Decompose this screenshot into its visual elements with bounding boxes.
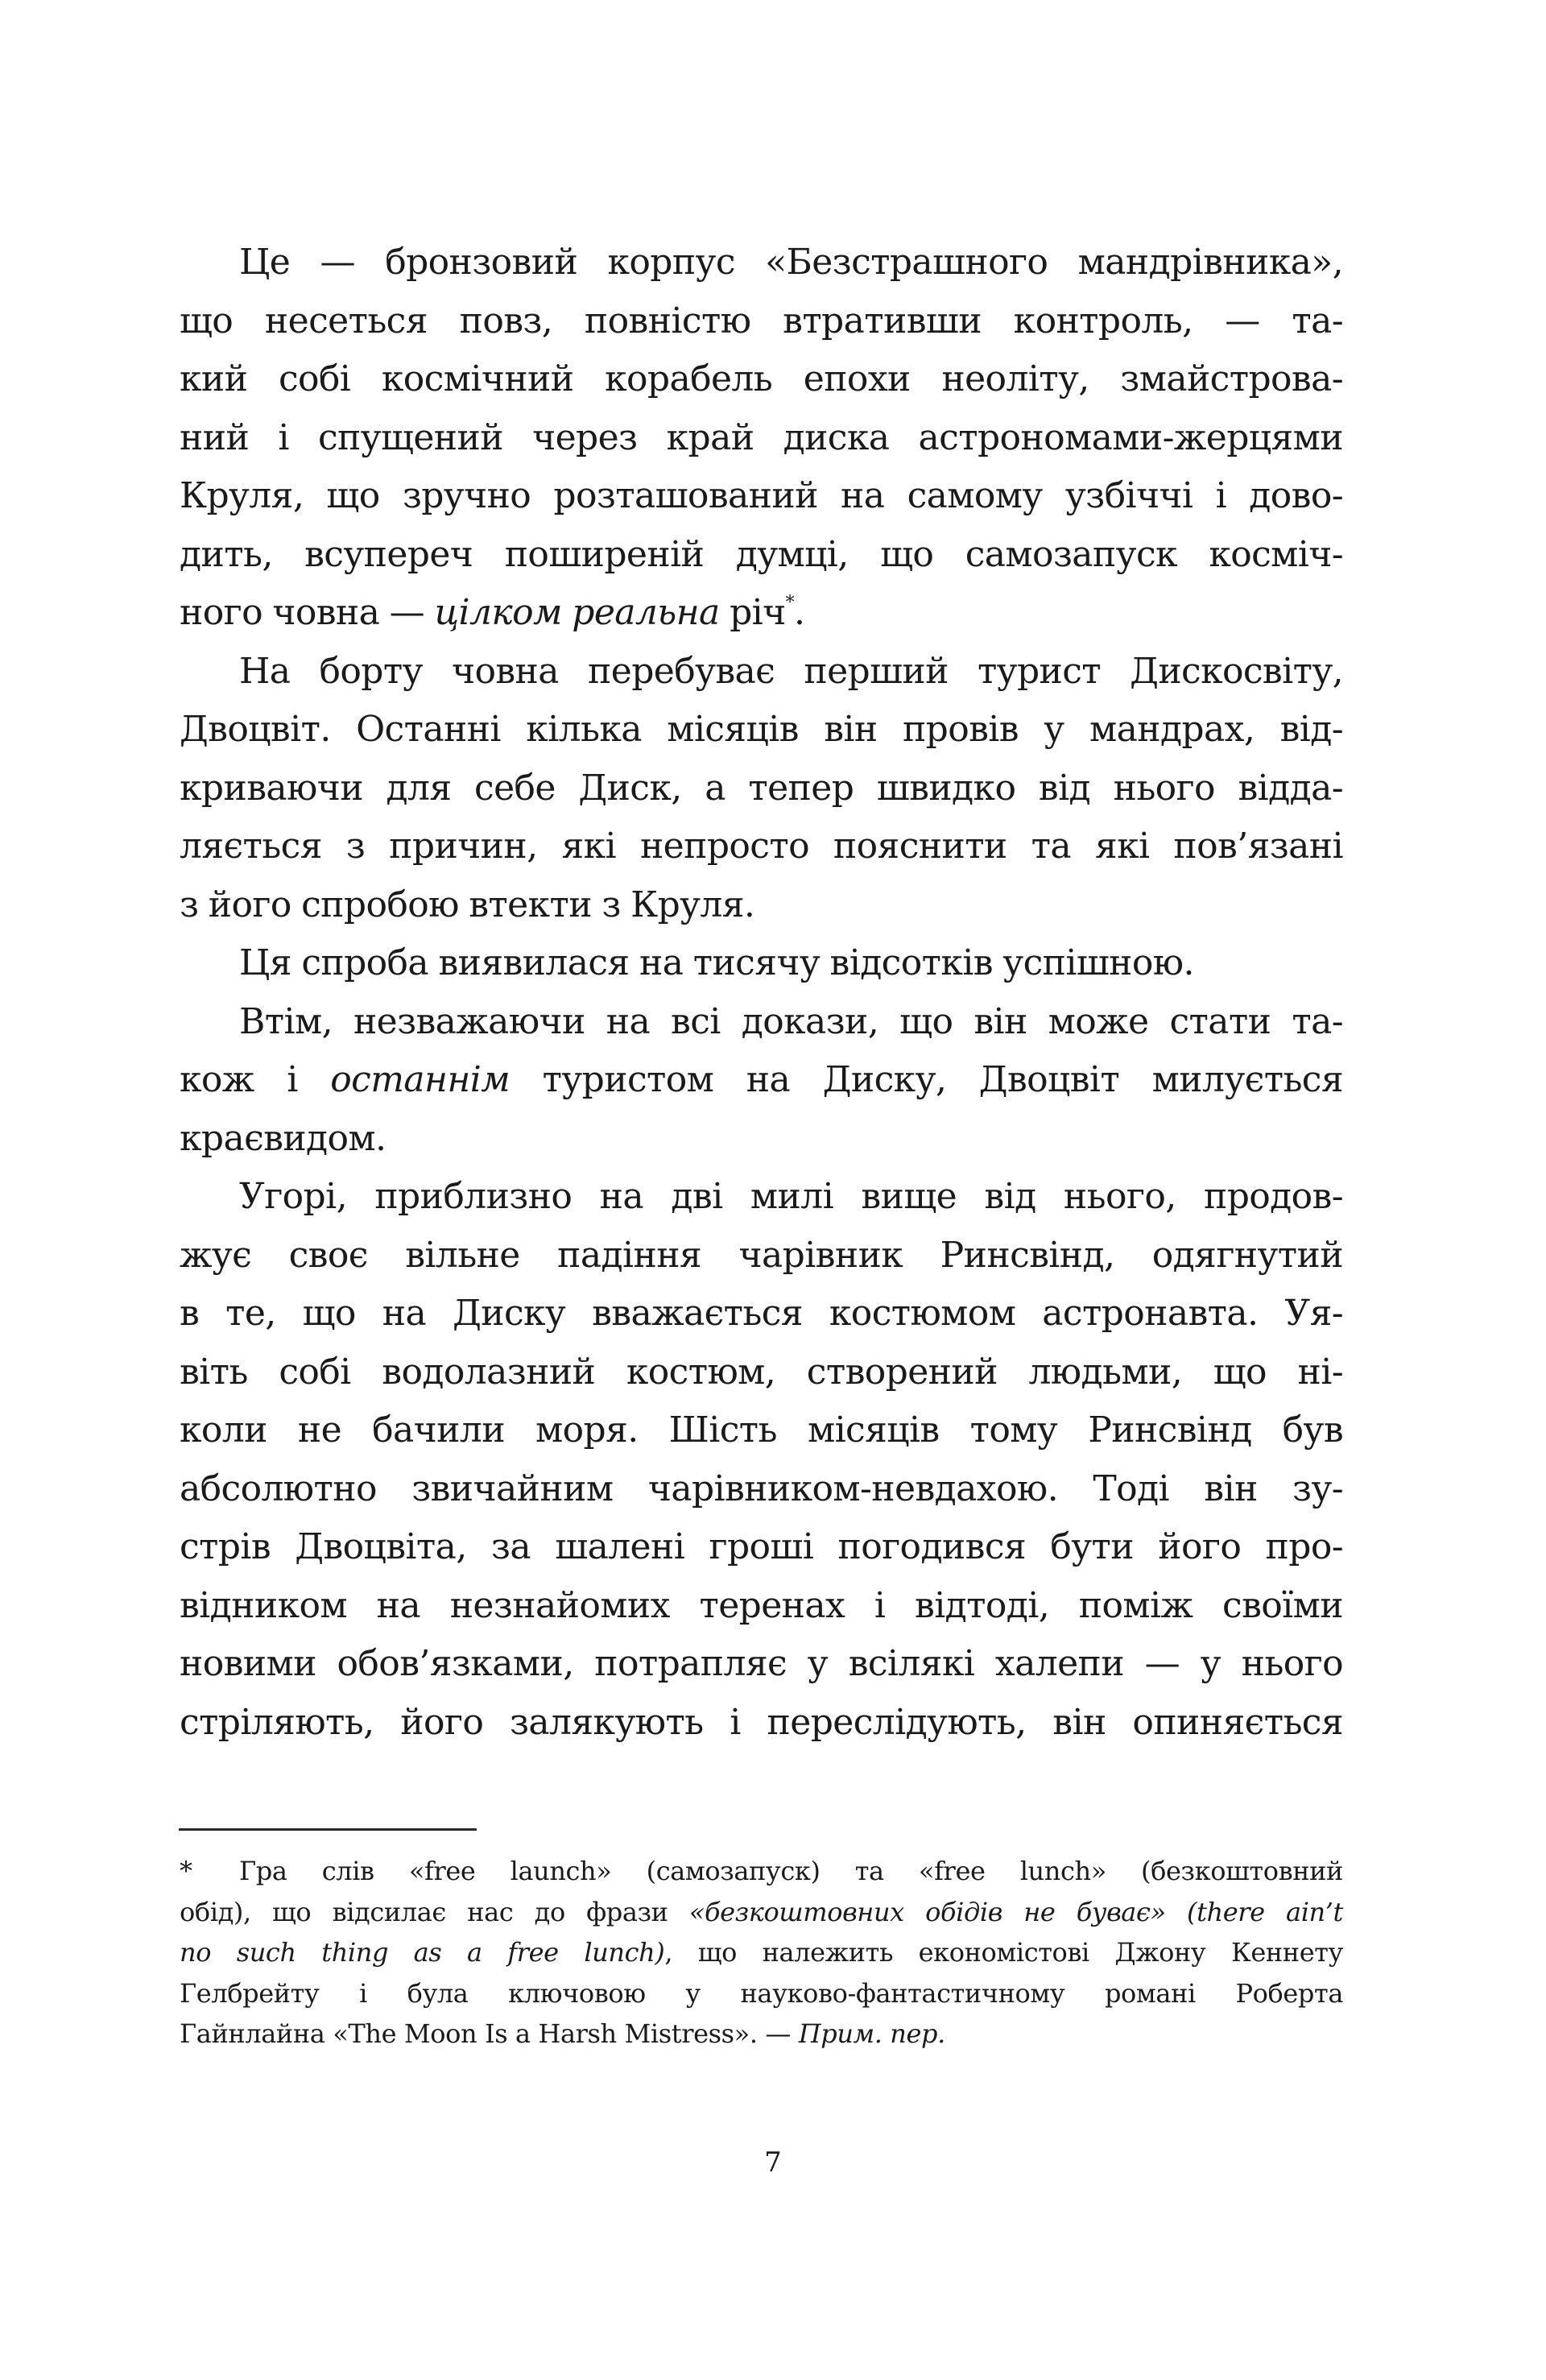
text-run: кож і: [180, 1059, 331, 1100]
text-run: віть собі водолазний костюм, створений людьми, що ні-: [180, 1351, 1343, 1393]
footnote-text: [239, 1851, 1343, 1892]
text-line: [180, 467, 1343, 526]
text-line: [180, 934, 1343, 993]
text-line: [180, 760, 1343, 818]
text-line: [180, 1518, 1343, 1577]
text-line: [180, 350, 1343, 409]
footnote-line: [180, 1932, 1343, 1973]
text-line: [180, 1168, 1343, 1227]
text-run: туристом на Диску, Двоцвіт милується: [510, 1059, 1343, 1100]
italic-text: «безкоштовних обідів не буває» (there ain’t: [688, 1896, 1343, 1927]
text-run: Втім, незважаючи на всі докази, що він може стати та-: [239, 1000, 1343, 1042]
text-run: Круля, що зручно розташований на самому узбіччі і дово-: [180, 475, 1343, 516]
text-run: Угорі, приблизно на дві милі вище від нього, продов-: [239, 1176, 1343, 1217]
text-run: Гайнлайна «The Moon Is a Harsh Mistress». —: [180, 2018, 799, 2049]
footnote-line: [180, 2014, 1343, 2055]
italic-text: Прим. пер.: [798, 2018, 945, 2049]
italic-text: цілком реальна: [434, 592, 720, 633]
text-run: річ: [719, 592, 786, 633]
text-run: абсолютно звичайним чарівником-невдахою. Тоді він зу-: [180, 1467, 1343, 1509]
text-run: криваючи для себе Диск, а тепер швидко від нього відда-: [180, 767, 1343, 809]
footnote-separator: [179, 1828, 477, 1831]
text-line: [180, 1285, 1343, 1343]
page-number: 7: [764, 2146, 782, 2179]
text-run: обід), що відсилає нас до фрази: [180, 1896, 689, 1927]
text-line: [180, 1051, 1343, 1110]
text-line: [180, 409, 1343, 468]
footnote-marker: *: [180, 1856, 192, 1886]
text-line: [180, 1694, 1343, 1753]
text-line: [180, 1577, 1343, 1636]
text-line: [180, 526, 1343, 585]
text-run: дить, всупереч поширеній думці, що самозапуск косміч-: [180, 533, 1343, 575]
text-line: [180, 584, 1343, 643]
footnote-line: [180, 1973, 1343, 2014]
text-run: Гелбрейту і була ключовою у науково-фантастичному романі Роберта: [180, 1977, 1343, 2009]
text-run: краєвидом.: [180, 1117, 386, 1159]
text-run: новими обов’язками, потрапляє у всілякі халепи — у нього: [180, 1643, 1343, 1684]
text-run: в те, що на Диску вважається костюмом астронавта. Уя-: [180, 1293, 1343, 1334]
text-run: .: [794, 592, 805, 633]
italic-text: no such thing as a free lunch): [180, 1937, 665, 1968]
text-run: стрів Двоцвіта, за шалені гроші погодився бути його про-: [180, 1526, 1343, 1567]
text-line: [180, 876, 1343, 935]
text-run: ного човна —: [180, 592, 435, 633]
text-run: з його спробою втекти з Круля.: [180, 884, 755, 925]
text-run: стріляють, його залякують і переслідують, він опиняється: [180, 1701, 1343, 1743]
text-run: коли не бачили моря. Шість місяців тому Ринсвінд був: [180, 1409, 1343, 1451]
text-line: [180, 817, 1343, 876]
text-line: [180, 643, 1343, 702]
text-line: [180, 234, 1343, 292]
text-run: ний і спущений через край диска астрономами-жерцями: [180, 416, 1343, 458]
text-line: [180, 1227, 1343, 1285]
text-run: жує своє вільне падіння чарівник Ринсвінд, одягнутий: [180, 1234, 1343, 1276]
text-run: Двоцвіт. Останні кілька місяців він провів у мандрах, від-: [180, 709, 1343, 750]
footnote-line: [180, 1851, 1343, 1892]
text-run: відником на незнайомих теренах і відтоді, поміж своїми: [180, 1584, 1343, 1626]
italic-text: останнім: [330, 1059, 511, 1100]
text-line: [180, 1635, 1343, 1694]
text-run: ляється з причин, які непросто пояснити та які пов’язані: [180, 826, 1343, 867]
text-run: Гра слів «free launch» (самозапуск) та «free lunch» (безкоштовний: [239, 1856, 1343, 1886]
text-run: Ця спроба виявилася на тисячу відсотків успішною.: [239, 942, 1194, 983]
text-line: [180, 1401, 1343, 1460]
main-text: [180, 234, 1343, 1752]
text-line: [180, 993, 1343, 1052]
text-run: Це — бронзовий корпус «Безстрашного мандрівника»,: [239, 242, 1343, 283]
text-line: [180, 1460, 1343, 1519]
text-line: [180, 292, 1343, 351]
text-run: , що належить економістові Джону Кеннету: [664, 1937, 1343, 1968]
text-run: На борту човна перебуває перший турист Дискосвіту,: [239, 650, 1343, 692]
text-line: [180, 701, 1343, 760]
text-run: кий собі космічний корабель епохи неоліту, змайстрова-: [180, 358, 1343, 399]
footnote-line: [180, 1892, 1343, 1933]
text-line: [180, 1343, 1343, 1402]
text-line: [180, 1110, 1343, 1169]
text-run: що несеться повз, повністю втративши контроль, — та-: [180, 300, 1343, 341]
footnote-ref: *: [785, 593, 795, 614]
footnote: [180, 1851, 1343, 2055]
